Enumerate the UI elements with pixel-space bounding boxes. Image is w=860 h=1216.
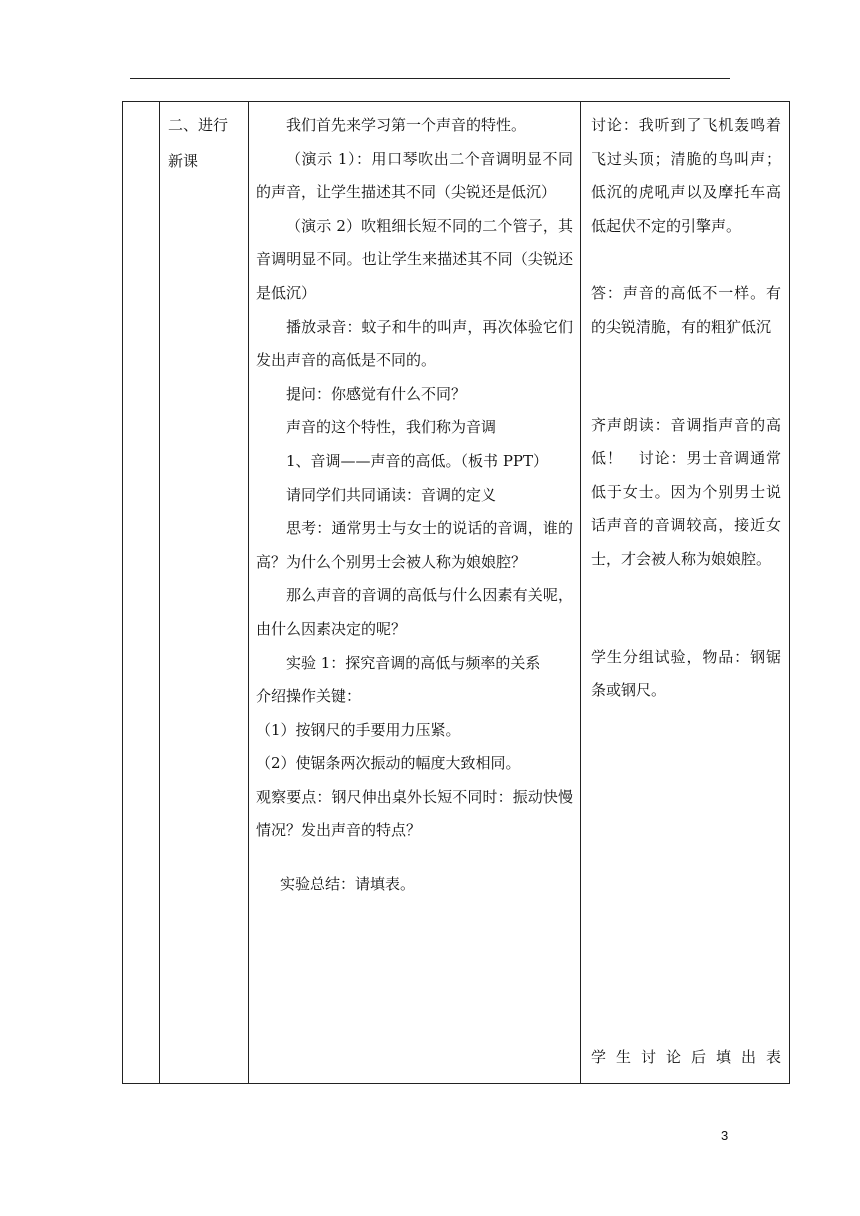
stage-label: 二、进行新课 (160, 102, 249, 1084)
student-activity-cell (581, 102, 790, 1084)
student-recite-discuss: 齐声朗读：音调指声音的高低！ 讨论：男士音调通常低于女士。因为个别男士说话声音的音调较高，接近女士，才会被人称为娘娘腔。 (591, 415, 781, 568)
teacher-demo-1: （演示 1）：用口琴吹出二个音调明显不同的声音，让学生描述其不同（尖锐还是低沉） (256, 149, 573, 202)
teacher-recite: 请同学们共同诵读：音调的定义 (286, 485, 497, 504)
teacher-recording: 播放录音：蚊子和牛的叫声，再次体验它们发出声音的高低是不同的。 (256, 317, 573, 370)
student-fill-table: 学生讨论后填出表 (591, 1048, 781, 1067)
teacher-key-2: （2）使锯条两次振动的幅度大致相同。 (256, 754, 521, 773)
teacher-key-intro: 介绍操作关键： (256, 687, 362, 706)
student-discussion: 讨论：我听到了飞机轰鸣着飞过头顶；清脆的鸟叫声；低沉的虎吼声以及摩托车高低起伏不定的引擎声。 (591, 116, 781, 235)
teacher-key-1: （1）按钢尺的手要用力压紧。 (256, 720, 461, 739)
lesson-plan-table (122, 101, 790, 1084)
table-row (123, 102, 790, 1084)
header-rule (130, 78, 730, 79)
student-answer: 答：声音的高低不一样。有的尖锐清脆，有的粗犷低沉 (591, 284, 781, 336)
student-group-experiment: 学生分组试验，物品：钢锯条或钢尺。 (591, 647, 781, 700)
teacher-factors: 那么声音的音调的高低与什么因素有关呢，由什么因素决定的呢？ (256, 586, 573, 638)
teacher-activity-cell (249, 102, 581, 1084)
teacher-question: 提问：你感觉有什么不同？ (286, 384, 467, 403)
teacher-summary: 实验总结：请填表。 (280, 875, 416, 894)
page-number: 3 (721, 1128, 729, 1143)
teacher-pitch-definition: 1、音调——声音的高低。（板书 PPT） (286, 451, 549, 470)
teacher-property-name: 声音的这个特性，我们称为音调 (286, 418, 497, 437)
teacher-observation: 观察要点：钢尺伸出桌外长短不同时：振动快慢情况？发出声音的特点？ (256, 787, 573, 840)
blank-cell (123, 102, 160, 1084)
teacher-demo-2: （演示 2）吹粗细长短不同的二个管子，其音调明显不同。也让学生来描述其不同（尖锐还是低沉） (256, 216, 573, 302)
teacher-experiment-1: 实验 1：探究音调的高低与频率的关系 (286, 653, 541, 672)
teacher-think: 思考：通常男士与女士的说话的音调，谁的高？为什么个别男士会被人称为娘娘腔？ (256, 519, 573, 571)
teacher-line-intro: 我们首先来学习第一个声音的特性。 (286, 116, 527, 134)
